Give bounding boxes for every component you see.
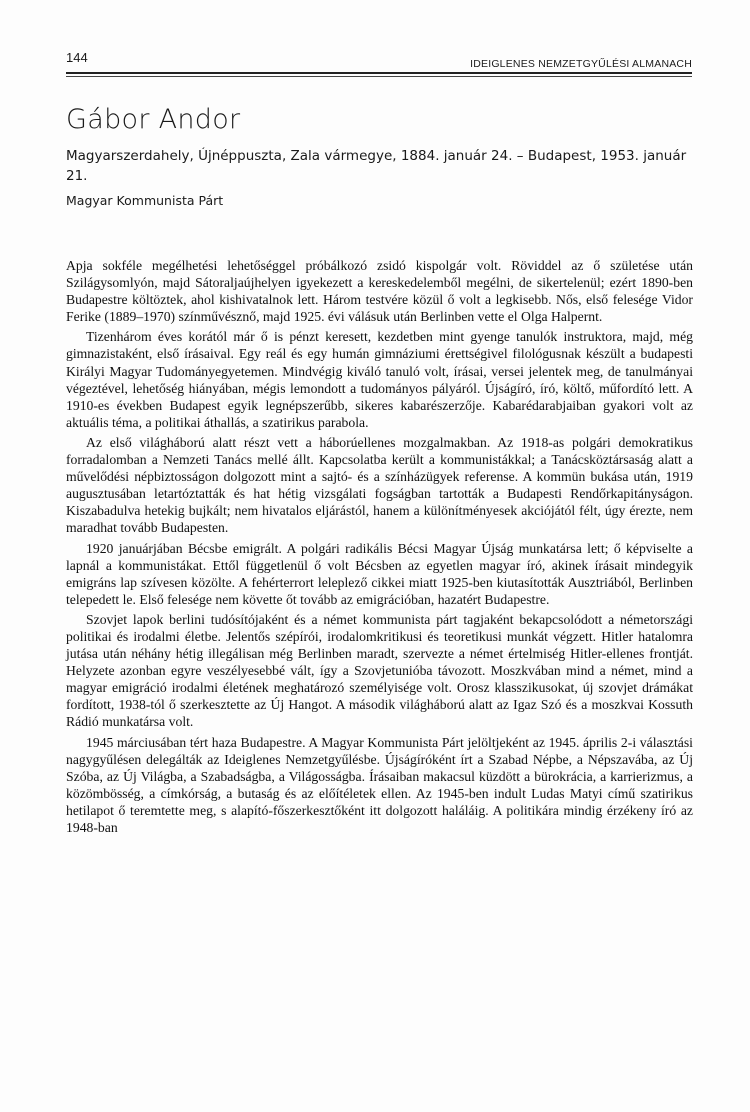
entry-name: Gábor Andor (66, 104, 241, 135)
biography-paragraph: 1945 márciusában tért haza Budapestre. A Magyar Kommunista Párt jelöltjeként az 1945. április 2-i választási nagygyűlésen delegálták az Ideiglenes Nemzetgyűlésbe. Újságíróként írt a Szabad Népbe, a Népszavába, az Új Szóba, az Új Világba, a Szabadságba, a Világosságba. Írásaiban makacsul küzdött a bürokrácia, a karrierizmus, a közömbösség, a címkórság, a butaság és az előítéletek ellen. Az 1945-ben indult Ludas Matyi című szatirikus hetilapot ő teremtette meg, s alapító-főszerkesztőként itt dolgozott haláláig. A politikára mindig érzékeny író az 1948-ban (66, 734, 693, 835)
biography-paragraph: Az első világháború alatt részt vett a háborúellenes mozgalmakban. Az 1918-as polgári demokratikus forradalomban a Nemzeti Tanács mellé állt. Kapcsolatba került a kommunistákkal; a Tanácsköztársaság alatt a művelődési népbiztosságon dolgozott mint a sajtó- és a színházügyek referense. A kommün bukása után, 1919 augusztusában letartóztatták és hat hétig vizsgálati fogságban tartották a Budapesti Rendőrkapitányságon. Kiszabadulva hetekig bujkált; nem hivatalos eljárástól, hanem a különítményesek akciójától félt, úgy érezte, nem maradhat tovább Budapesten. (66, 434, 693, 536)
entry-party: Magyar Kommunista Párt (66, 193, 224, 208)
entry-birth-death: Magyarszerdahely, Újnéppuszta, Zala vármegye, 1884. január 24. – Budapest, 1953. január 21. (66, 148, 687, 184)
biography-paragraph: 1920 januárjában Bécsbe emigrált. A polgári radikális Bécsi Magyar Újság munkatársa lett; ő képviselte a lapnál a kommunistákat. Ettől függetlenül ő volt Bécsben az egyetlen magyar író, akinek írásait mindegyik emigráns lap szívesen közölte. A fehérterrort leleplező cikkei miatt 1925-ben kiutasították Ausztriából, Berlinben telepedett le. Első felesége nem követte őt tovább az emigrációban, hazatért Budapestre. (66, 540, 693, 607)
header-rule-thick (66, 72, 692, 74)
biography-paragraph: Szovjet lapok berlini tudósítójaként és a német kommunista párt tagjaként bekapcsolódott a németországi politikai és irodalmi életbe. Jelentős szépírói, irodalomkritikusi és teoretikusi munkát végzett. Hitler hatalomra jutása után néhány hétig illegálisan még Berlinben maradt, szervezte a német értelmiség Hitler-ellenes frontját. Helyzete azonban egyre veszélyesebbé vált, így a Szovjetunióba távozott. Moszkvában mind a német, mind a magyar emigráció irodalmi életének meghatározó személyisége volt. Orosz klasszikusokat, új szovjet drámákat fordított, 1938-tól ő szerkesztette az Új Hangot. A második világháború alatt az Igaz Szó és a moszkvai Kossuth Rádió munkatársa volt. (66, 611, 693, 730)
header-rule-thin (66, 76, 692, 77)
biography-paragraph: Apja sokféle megélhetési lehetőséggel próbálkozó zsidó kispolgár volt. Röviddel az ő születése után Szilágysomlyón, majd Sátoraljaújhelyen igyekezett a kereskedelemből megélni, de sikertelenül; ezért 1890-ben Budapestre költöztek, ahol kishivatalnok lett. Három testvére közül ő volt a legkisebb. Nős, első felesége Vidor Ferike (1889–1970) színművésznő, majd 1925. évi válásuk után Berlinben vette el Olga Halpernt. (66, 258, 693, 325)
page-header (66, 50, 692, 72)
biography-paragraph: Tizenhárom éves korától már ő is pénzt keresett, kezdetben mint gyenge tanulók instruktora, majd, még gimnazistaként, első írásaival. Egy reál és egy humán gimnáziumi érettségivel filológusnak készült a budapesti Királyi Magyar Tudományegyetemen. Mindvégig kiváló tanuló volt, írásai, versei jelentek meg, de tanulmányai végeztével, lehetőség hiányában, mégis lemondott a tudományos pályáról. Újságíró, író, költő, műfordító lett. A 1910-es években Budapest egyik legnépszerűbb, sikeres kabarészerzője. Kabarédarabjaiban gyakori volt az aktuális téma, a politikai áthallás, a szatirikus parabola. (66, 329, 693, 430)
running-title: IDEIGLENES NEMZETGYŰLÉSI ALMANACH (470, 58, 692, 70)
page-number: 144 (66, 50, 88, 65)
biography-text (66, 257, 693, 839)
